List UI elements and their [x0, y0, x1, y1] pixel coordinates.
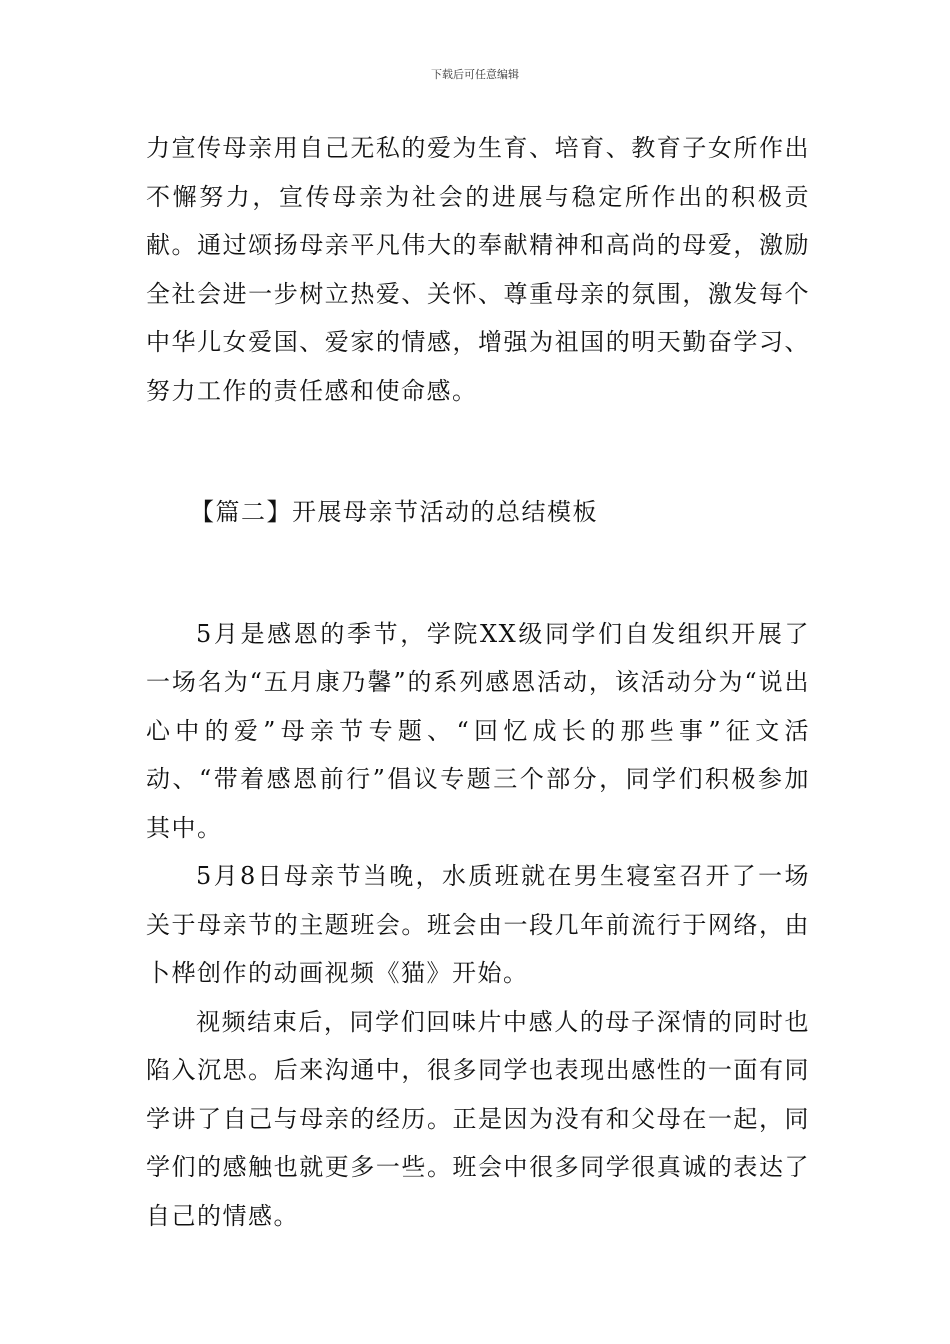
spacer [146, 415, 810, 488]
paragraph-class-meeting: 5月8日母亲节当晚，水质班就在男生寝室召开了一场关于母亲节的主题班会。班会由一段几年前流行于网络，由卜桦创作的动画视频《猫》开始。 [146, 862, 810, 987]
paragraph-intro-continued: 力宣传母亲用自己无私的爱为生育、培育、教育子女所作出不懈努力，宣传母亲为社会的进展与稳定所作出的积极贡献。通过颂扬母亲平凡伟大的奉献精神和高尚的母爱，激励全社会进一步树立热爱、关怀、尊重母亲的氛围，激发每个中华儿女爱国、爱家的情感，增强为祖国的明天勤奋学习、努力工作的责任感和使命感。 [146, 134, 810, 405]
section-heading: 【篇二】开展母亲节活动的总结模板 [190, 498, 598, 526]
document-body [146, 124, 810, 1240]
paragraph-may-activities: 5月是感恩的季节，学院XX级同学们自发组织开展了一场名为“五月康乃馨”的系列感恩活动，该活动分为“说出心中的爱”母亲节专题、“回忆成长的那些事”征文活动、“带着感恩前行”倡议专题三个部分，同学们积极参加其中。 [146, 619, 810, 842]
paragraph-after-video: 视频结束后，同学们回味片中感人的母子深情的同时也陷入沉思。后来沟通中，很多同学也表现出感性的一面有同学讲了自己与母亲的经历。正是因为没有和父母在一起，同学们的感触也就更多一些。班会中很多同学很真诚的表达了自己的情感。 [146, 1007, 810, 1230]
page-header: 下载后可任意编辑 [431, 68, 519, 81]
spacer [146, 537, 810, 610]
